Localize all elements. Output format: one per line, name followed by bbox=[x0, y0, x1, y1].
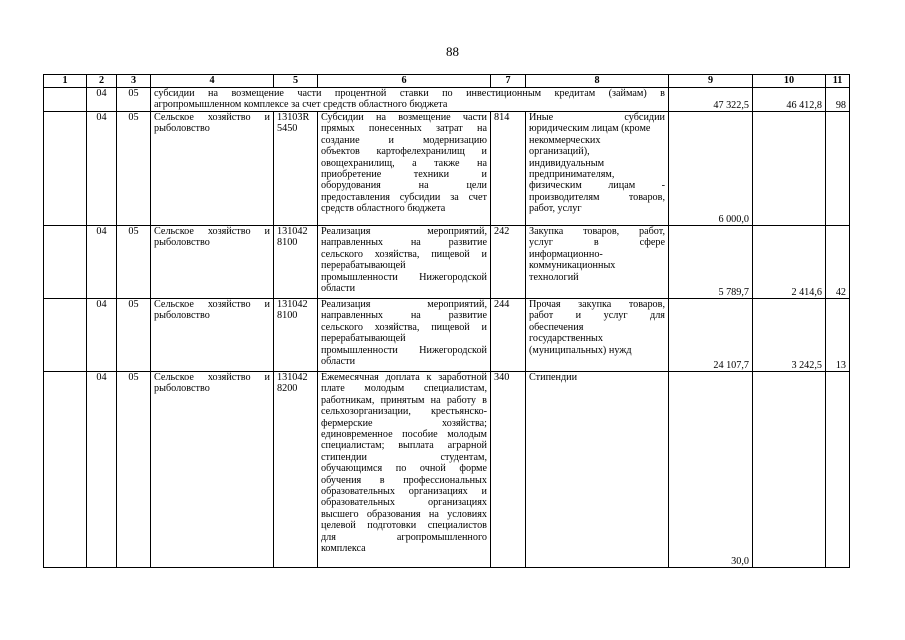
text-line: сельхозорганизации, крестьянско- bbox=[321, 406, 487, 418]
cell-program-name bbox=[318, 299, 491, 372]
text-line: услуг в сфере bbox=[529, 237, 665, 249]
text-line: Закупка товаров, работ, bbox=[529, 226, 665, 237]
text-line: коммуникационных bbox=[529, 260, 616, 272]
cell-subsection: 05 bbox=[117, 372, 151, 568]
cell-section: 04 bbox=[87, 299, 117, 372]
cell-expense-name bbox=[526, 372, 669, 568]
text-line: единовременное пособие молодым bbox=[321, 429, 487, 441]
text-line: целевой подготовки специалистов bbox=[321, 520, 487, 532]
text-line: индивидуальным bbox=[529, 157, 605, 169]
cell-expense-name bbox=[526, 112, 669, 226]
text-line: промышленности Нижегородской bbox=[321, 344, 487, 356]
header-cell: 5 bbox=[274, 75, 318, 88]
text-line: создание и модернизацию bbox=[321, 134, 487, 146]
cell-amount-fact: 3 242,5 bbox=[753, 299, 826, 372]
cell-col1 bbox=[44, 372, 87, 568]
cell-section: 04 bbox=[87, 372, 117, 568]
cell-program-name bbox=[318, 226, 491, 299]
cell-program-name bbox=[318, 112, 491, 226]
text-line: Сельское хозяйство и bbox=[154, 299, 270, 310]
text-line: Сельское хозяйство и bbox=[154, 372, 270, 383]
cell-target-code bbox=[274, 112, 318, 226]
header-cell: 9 bbox=[669, 75, 753, 88]
text-line: овощехранилищ, а также на bbox=[321, 157, 487, 169]
header-cell: 3 bbox=[117, 75, 151, 88]
cell-expense-type: 242 bbox=[491, 226, 526, 299]
text-line: сельского хозяйства, пищевой и bbox=[321, 248, 487, 260]
header-row bbox=[44, 75, 850, 88]
cell-col1 bbox=[44, 226, 87, 299]
header-cell: 10 bbox=[753, 75, 826, 88]
cell-expense-type: 244 bbox=[491, 299, 526, 372]
cell-amount-fact: 2 414,6 bbox=[753, 226, 826, 299]
text-line: организаций), bbox=[529, 146, 590, 158]
text-line: Сельское хозяйство и bbox=[154, 226, 270, 237]
table-row bbox=[44, 112, 850, 226]
text-line: образовательных организациях bbox=[321, 497, 487, 509]
header-cell: 2 bbox=[87, 75, 117, 88]
text-line: Реализация мероприятий, bbox=[321, 226, 487, 237]
text-line: технологий bbox=[529, 271, 579, 283]
text-line: 8100 bbox=[277, 237, 298, 249]
text-line: обучения в профессиональных bbox=[321, 474, 487, 486]
table-row bbox=[44, 372, 850, 568]
cell-percent: 98 bbox=[826, 88, 850, 112]
text-line: работникам, принятым на работу в bbox=[321, 394, 487, 406]
text-line: физическим лицам - bbox=[529, 180, 665, 192]
cell-section: 04 bbox=[87, 112, 117, 226]
text-line: области bbox=[321, 356, 356, 368]
cell-col1 bbox=[44, 299, 87, 372]
text-line: оборудования на цели bbox=[321, 180, 487, 192]
table-row bbox=[44, 299, 850, 372]
cell-percent: 13 bbox=[826, 299, 850, 372]
text-line: направленных на развитие bbox=[321, 310, 487, 322]
text-line: 5450 bbox=[277, 123, 298, 135]
text-line: работ и услуг для bbox=[529, 310, 665, 322]
cell-amount-plan: 30,0 bbox=[669, 372, 753, 568]
text-line: информационно- bbox=[529, 248, 603, 260]
table-row bbox=[44, 88, 850, 112]
header-cell: 4 bbox=[151, 75, 274, 88]
cell-section-name bbox=[151, 372, 274, 568]
cell-program-name bbox=[318, 372, 491, 568]
text-line: объектов картофелехранилищ и bbox=[321, 146, 487, 158]
text-line: (муниципальных) нужд bbox=[529, 344, 632, 356]
cell-amount-plan: 24 107,7 bbox=[669, 299, 753, 372]
cell-target-code bbox=[274, 299, 318, 372]
cell-subsection: 05 bbox=[117, 112, 151, 226]
text-line: некоммерческих bbox=[529, 134, 601, 146]
text-line: субсидии на возмещение части процентной ставки по инвестиционным кредитам (займам) в bbox=[154, 88, 665, 99]
text-line: Иные субсидии bbox=[529, 112, 665, 123]
text-line: высшего образования на условиях bbox=[321, 508, 487, 520]
text-line: 8200 bbox=[277, 383, 298, 395]
text-line: 131042 bbox=[277, 299, 308, 310]
text-line: 131042 bbox=[277, 226, 308, 237]
cell-percent bbox=[826, 112, 850, 226]
text-line: Прочая закупка товаров, bbox=[529, 299, 665, 310]
cell-subsection: 05 bbox=[117, 226, 151, 299]
text-line: образовательных организациях и bbox=[321, 486, 487, 498]
text-line: плате молодым специалистам, bbox=[321, 383, 487, 395]
text-line: специалистам; выплата аграрной bbox=[321, 440, 487, 452]
text-line: направленных на развитие bbox=[321, 237, 487, 249]
cell-amount-plan: 5 789,7 bbox=[669, 226, 753, 299]
cell-col1 bbox=[44, 88, 87, 112]
text-line: работ, услуг bbox=[529, 203, 582, 215]
cell-amount-fact bbox=[753, 372, 826, 568]
text-line: перерабатывающей bbox=[321, 260, 406, 272]
text-line: средств областного бюджета bbox=[321, 203, 446, 215]
cell-percent bbox=[826, 372, 850, 568]
cell-amount-fact bbox=[753, 112, 826, 226]
text-line: рыболовство bbox=[154, 310, 210, 322]
cell-section-name bbox=[151, 299, 274, 372]
text-line: приобретение техники и bbox=[321, 169, 487, 181]
cell-merged-description bbox=[151, 88, 669, 112]
text-line: области bbox=[321, 283, 356, 295]
header-cell: 8 bbox=[526, 75, 669, 88]
text-line: предпринимателям, bbox=[529, 169, 615, 181]
cell-subsection: 05 bbox=[117, 88, 151, 112]
text-line: рыболовство bbox=[154, 123, 210, 135]
text-line: 8100 bbox=[277, 310, 298, 322]
cell-expense-name bbox=[526, 299, 669, 372]
cell-section-name bbox=[151, 226, 274, 299]
cell-target-code bbox=[274, 226, 318, 299]
text-line: 13103R bbox=[277, 112, 310, 123]
text-line: стипендии студентам, bbox=[321, 451, 487, 463]
text-line: для агропромышленного bbox=[321, 531, 487, 543]
text-line: сельского хозяйства, пищевой и bbox=[321, 321, 487, 333]
budget-table bbox=[43, 74, 850, 568]
text-line: рыболовство bbox=[154, 383, 210, 395]
header-cell: 1 bbox=[44, 75, 87, 88]
text-line: производителям товаров, bbox=[529, 191, 665, 203]
cell-expense-type: 814 bbox=[491, 112, 526, 226]
cell-target-code bbox=[274, 372, 318, 568]
text-line: Ежемесячная доплата к заработной bbox=[321, 372, 487, 383]
cell-percent: 42 bbox=[826, 226, 850, 299]
cell-subsection: 05 bbox=[117, 299, 151, 372]
text-line: Реализация мероприятий, bbox=[321, 299, 487, 310]
text-line: промышленности Нижегородской bbox=[321, 271, 487, 283]
text-line: перерабатывающей bbox=[321, 333, 406, 345]
text-line: комплекса bbox=[321, 543, 366, 555]
text-line: фермерские хозяйства; bbox=[321, 417, 487, 429]
text-line: обучающимся по очной форме bbox=[321, 463, 487, 475]
text-line: рыболовство bbox=[154, 237, 210, 249]
cell-section-name bbox=[151, 112, 274, 226]
page-number: 88 bbox=[446, 44, 459, 59]
cell-amount-plan: 47 322,5 bbox=[669, 88, 753, 112]
cell-section: 04 bbox=[87, 88, 117, 112]
text-line: государственных bbox=[529, 333, 603, 345]
text-line: предоставления субсидии за счет bbox=[321, 191, 487, 203]
cell-section: 04 bbox=[87, 226, 117, 299]
text-line: 131042 bbox=[277, 372, 308, 383]
text-line: Сельское хозяйство и bbox=[154, 112, 270, 123]
text-line: Стипендии bbox=[529, 372, 578, 383]
header-cell: 7 bbox=[491, 75, 526, 88]
cell-amount-plan: 6 000,0 bbox=[669, 112, 753, 226]
text-line: Субсидии на возмещение части bbox=[321, 112, 487, 123]
table-row bbox=[44, 226, 850, 299]
text-line: агропромышленном комплексе за счет средств областного бюджета bbox=[154, 99, 448, 111]
text-line: прямых понесенных затрат на bbox=[321, 123, 487, 135]
header-cell: 6 bbox=[318, 75, 491, 88]
cell-expense-type: 340 bbox=[491, 372, 526, 568]
text-line: юридическим лицам (кроме bbox=[529, 123, 651, 135]
cell-expense-name bbox=[526, 226, 669, 299]
text-line: обеспечения bbox=[529, 321, 584, 333]
header-cell: 11 bbox=[826, 75, 850, 88]
cell-col1 bbox=[44, 112, 87, 226]
cell-amount-fact: 46 412,8 bbox=[753, 88, 826, 112]
